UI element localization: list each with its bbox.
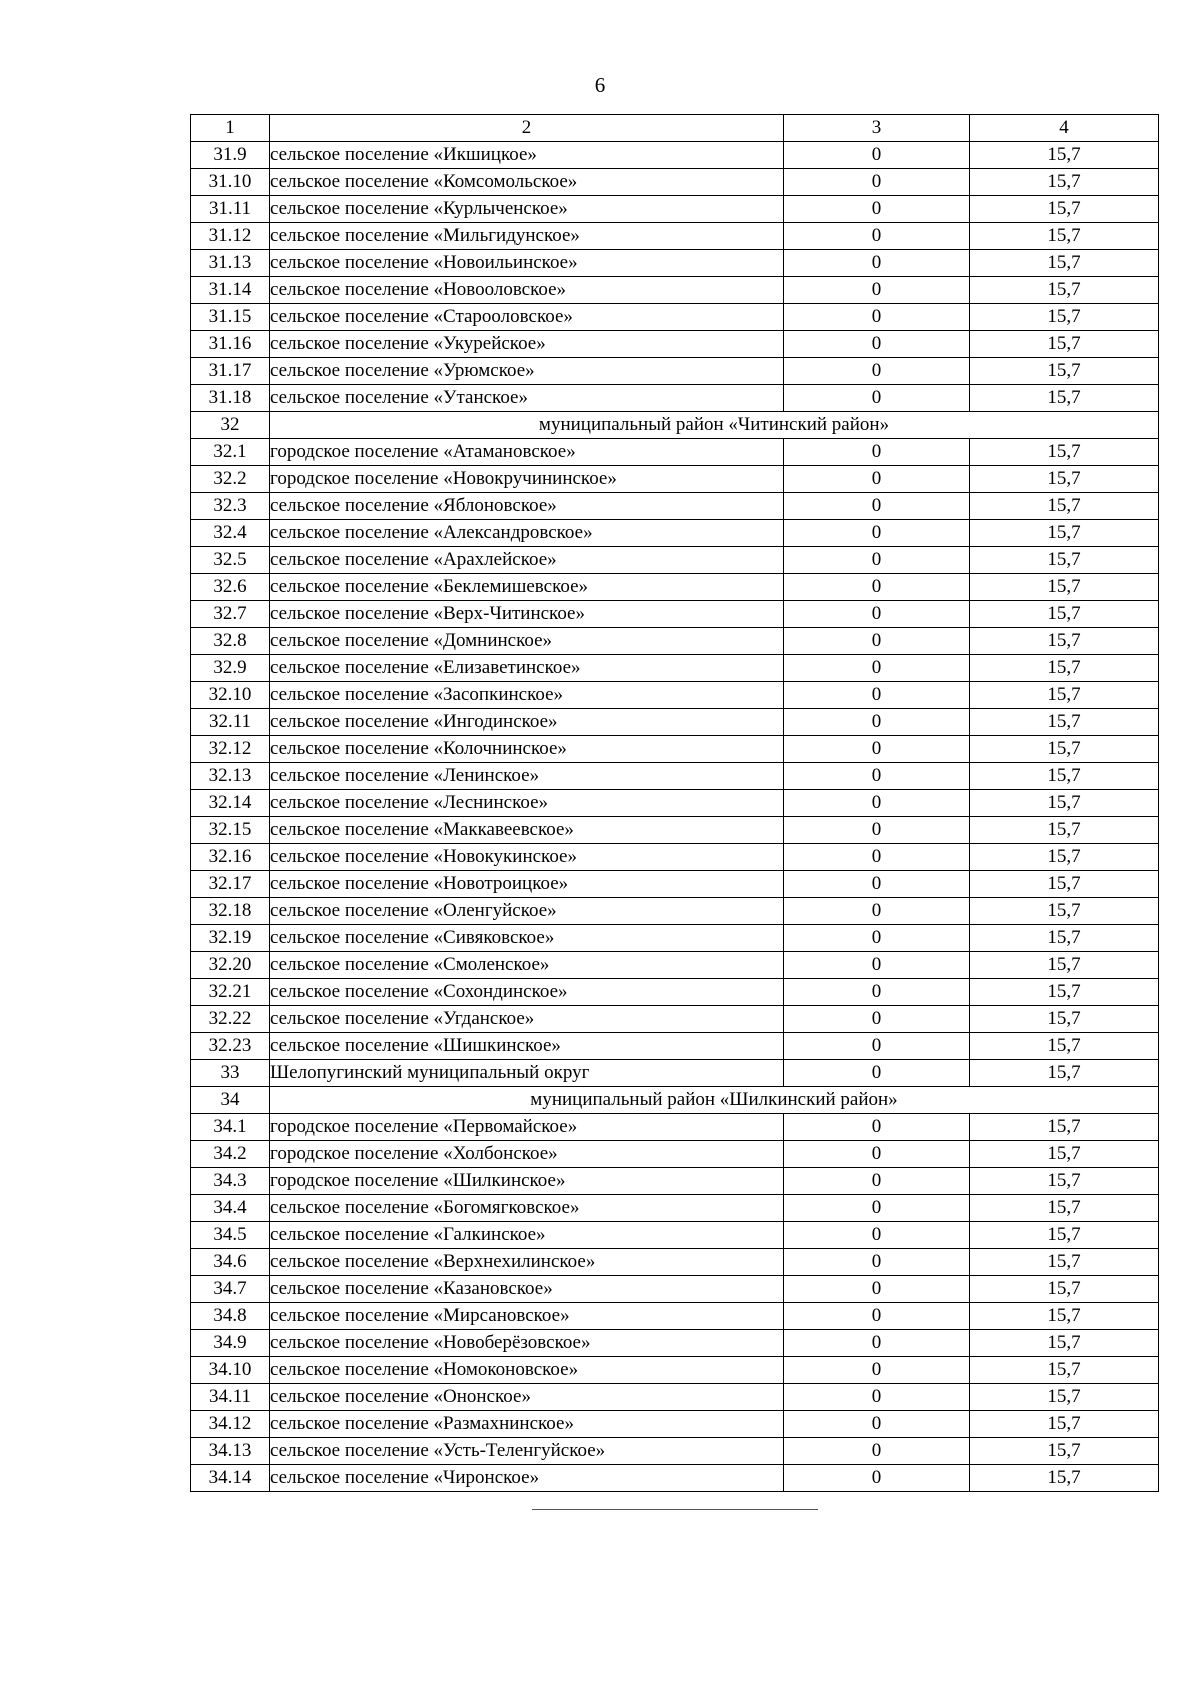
row-number: 31.9 bbox=[191, 142, 270, 169]
row-number: 34.5 bbox=[191, 1222, 270, 1249]
column-3-value: 0 bbox=[784, 574, 970, 601]
settlement-name: сельское поселение «Утанское» bbox=[270, 385, 784, 412]
column-3-value: 0 bbox=[784, 1168, 970, 1195]
column-3-value: 0 bbox=[784, 1465, 970, 1492]
row-number: 32.20 bbox=[191, 952, 270, 979]
table-row bbox=[191, 871, 1159, 898]
table-row bbox=[191, 1384, 1159, 1411]
row-number: 34.7 bbox=[191, 1276, 270, 1303]
column-3-value: 0 bbox=[784, 439, 970, 466]
column-3-value: 0 bbox=[784, 1303, 970, 1330]
row-number: 32 bbox=[191, 412, 270, 439]
settlement-name: сельское поселение «Чиронское» bbox=[270, 1465, 784, 1492]
settlement-name: городское поселение «Атамановское» bbox=[270, 439, 784, 466]
row-number: 32.18 bbox=[191, 898, 270, 925]
settlement-name: сельское поселение «Александровское» bbox=[270, 520, 784, 547]
column-4-value: 15,7 bbox=[970, 871, 1159, 898]
table-row bbox=[191, 736, 1159, 763]
row-number: 34.6 bbox=[191, 1249, 270, 1276]
settlement-name: сельское поселение «Маккавеевское» bbox=[270, 817, 784, 844]
row-number: 32.1 bbox=[191, 439, 270, 466]
column-4-value: 15,7 bbox=[970, 1168, 1159, 1195]
settlement-name: сельское поселение «Шишкинское» bbox=[270, 1033, 784, 1060]
column-4-value: 15,7 bbox=[970, 628, 1159, 655]
row-number: 34.12 bbox=[191, 1411, 270, 1438]
settlement-name: сельское поселение «Урюмское» bbox=[270, 358, 784, 385]
group-row bbox=[191, 1087, 1159, 1114]
column-3-value: 0 bbox=[784, 709, 970, 736]
row-number: 34.13 bbox=[191, 1438, 270, 1465]
row-number: 31.15 bbox=[191, 304, 270, 331]
row-number: 32.8 bbox=[191, 628, 270, 655]
table-row bbox=[191, 1276, 1159, 1303]
table-row bbox=[191, 1033, 1159, 1060]
table-row bbox=[191, 142, 1159, 169]
row-number: 32.9 bbox=[191, 655, 270, 682]
column-3-value: 0 bbox=[784, 1438, 970, 1465]
column-4-value: 15,7 bbox=[970, 520, 1159, 547]
settlement-name: сельское поселение «Домнинское» bbox=[270, 628, 784, 655]
settlement-name: сельское поселение «Новокукинское» bbox=[270, 844, 784, 871]
column-4-value: 15,7 bbox=[970, 439, 1159, 466]
settlement-name: сельское поселение «Ингодинское» bbox=[270, 709, 784, 736]
table-row bbox=[191, 169, 1159, 196]
column-3-value: 0 bbox=[784, 466, 970, 493]
row-number: 31.18 bbox=[191, 385, 270, 412]
table-row bbox=[191, 304, 1159, 331]
settlement-name: сельское поселение «Укурейское» bbox=[270, 331, 784, 358]
column-4-value: 15,7 bbox=[970, 925, 1159, 952]
table-row bbox=[191, 979, 1159, 1006]
settlement-name: сельское поселение «Новоберёзовское» bbox=[270, 1330, 784, 1357]
row-number: 34.8 bbox=[191, 1303, 270, 1330]
row-number: 32.21 bbox=[191, 979, 270, 1006]
table-row bbox=[191, 1168, 1159, 1195]
column-4-value: 15,7 bbox=[970, 1357, 1159, 1384]
row-number: 32.12 bbox=[191, 736, 270, 763]
table-row bbox=[191, 277, 1159, 304]
row-number: 32.13 bbox=[191, 763, 270, 790]
column-4-value: 15,7 bbox=[970, 790, 1159, 817]
column-3-value: 0 bbox=[784, 817, 970, 844]
table-row bbox=[191, 223, 1159, 250]
row-number: 32.14 bbox=[191, 790, 270, 817]
row-number: 32.5 bbox=[191, 547, 270, 574]
table-row bbox=[191, 844, 1159, 871]
column-3-value: 0 bbox=[784, 358, 970, 385]
row-number: 31.14 bbox=[191, 277, 270, 304]
column-4-value: 15,7 bbox=[970, 493, 1159, 520]
column-3-value: 0 bbox=[784, 979, 970, 1006]
column-4-value: 15,7 bbox=[970, 655, 1159, 682]
settlement-name: сельское поселение «Казановское» bbox=[270, 1276, 784, 1303]
settlement-name: сельское поселение «Новооловское» bbox=[270, 277, 784, 304]
column-3-value: 0 bbox=[784, 1276, 970, 1303]
settlement-name: сельское поселение «Верхнехилинское» bbox=[270, 1249, 784, 1276]
row-number: 31.17 bbox=[191, 358, 270, 385]
settlement-name: сельское поселение «Угданское» bbox=[270, 1006, 784, 1033]
column-4-value: 15,7 bbox=[970, 979, 1159, 1006]
row-number: 34.1 bbox=[191, 1114, 270, 1141]
row-number: 31.10 bbox=[191, 169, 270, 196]
settlement-name: сельское поселение «Размахнинское» bbox=[270, 1411, 784, 1438]
row-number: 34.3 bbox=[191, 1168, 270, 1195]
column-4-value: 15,7 bbox=[970, 682, 1159, 709]
table-row bbox=[191, 493, 1159, 520]
row-number: 34.9 bbox=[191, 1330, 270, 1357]
table-row bbox=[191, 952, 1159, 979]
header-cell-4: 4 bbox=[970, 115, 1159, 142]
column-3-value: 0 bbox=[784, 1195, 970, 1222]
column-3-value: 0 bbox=[784, 385, 970, 412]
table-row bbox=[191, 1195, 1159, 1222]
column-4-value: 15,7 bbox=[970, 1249, 1159, 1276]
table-row bbox=[191, 817, 1159, 844]
table-row bbox=[191, 1006, 1159, 1033]
row-number: 32.15 bbox=[191, 817, 270, 844]
settlement-name: городское поселение «Холбонское» bbox=[270, 1141, 784, 1168]
table-row bbox=[191, 547, 1159, 574]
column-3-value: 0 bbox=[784, 1249, 970, 1276]
column-3-value: 0 bbox=[784, 601, 970, 628]
column-3-value: 0 bbox=[784, 628, 970, 655]
row-number: 32.11 bbox=[191, 709, 270, 736]
column-4-value: 15,7 bbox=[970, 601, 1159, 628]
table-row bbox=[191, 763, 1159, 790]
table-row bbox=[191, 790, 1159, 817]
settlement-name: сельское поселение «Курлыченское» bbox=[270, 196, 784, 223]
column-4-value: 15,7 bbox=[970, 1384, 1159, 1411]
settlement-name: сельское поселение «Беклемишевское» bbox=[270, 574, 784, 601]
column-3-value: 0 bbox=[784, 331, 970, 358]
column-4-value: 15,7 bbox=[970, 250, 1159, 277]
column-3-value: 0 bbox=[784, 790, 970, 817]
row-number: 32.16 bbox=[191, 844, 270, 871]
table-row bbox=[191, 898, 1159, 925]
column-4-value: 15,7 bbox=[970, 1222, 1159, 1249]
settlement-name: сельское поселение «Сивяковское» bbox=[270, 925, 784, 952]
column-3-value: 0 bbox=[784, 223, 970, 250]
table-row bbox=[191, 1303, 1159, 1330]
column-4-value: 15,7 bbox=[970, 1006, 1159, 1033]
settlement-name: сельское поселение «Старооловское» bbox=[270, 304, 784, 331]
row-number: 32.19 bbox=[191, 925, 270, 952]
column-4-value: 15,7 bbox=[970, 1438, 1159, 1465]
table-row bbox=[191, 709, 1159, 736]
row-number: 34.10 bbox=[191, 1357, 270, 1384]
settlement-name: сельское поселение «Номоконовское» bbox=[270, 1357, 784, 1384]
settlement-name: сельское поселение «Яблоновское» bbox=[270, 493, 784, 520]
row-number: 31.16 bbox=[191, 331, 270, 358]
row-number: 32.2 bbox=[191, 466, 270, 493]
page-number: 6 bbox=[594, 73, 606, 97]
row-number: 33 bbox=[191, 1060, 270, 1087]
settlement-name: сельское поселение «Новоильинское» bbox=[270, 250, 784, 277]
column-4-value: 15,7 bbox=[970, 1114, 1159, 1141]
column-4-value: 15,7 bbox=[970, 196, 1159, 223]
table-row bbox=[191, 466, 1159, 493]
settlement-name: сельское поселение «Мирсановское» bbox=[270, 1303, 784, 1330]
column-4-value: 15,7 bbox=[970, 817, 1159, 844]
settlement-name: городское поселение «Первомайское» bbox=[270, 1114, 784, 1141]
column-4-value: 15,7 bbox=[970, 1303, 1159, 1330]
settlement-name: сельское поселение «Галкинское» bbox=[270, 1222, 784, 1249]
column-4-value: 15,7 bbox=[970, 952, 1159, 979]
settlement-name: сельское поселение «Сохондинское» bbox=[270, 979, 784, 1006]
settlement-name: сельское поселение «Елизаветинское» bbox=[270, 655, 784, 682]
table-row bbox=[191, 1465, 1159, 1492]
column-4-value: 15,7 bbox=[970, 574, 1159, 601]
column-3-value: 0 bbox=[784, 844, 970, 871]
settlement-name: сельское поселение «Комсомольское» bbox=[270, 169, 784, 196]
settlement-name: сельское поселение «Ононское» bbox=[270, 1384, 784, 1411]
column-4-value: 15,7 bbox=[970, 1276, 1159, 1303]
column-3-value: 0 bbox=[784, 1114, 970, 1141]
settlement-name: городское поселение «Новокручининское» bbox=[270, 466, 784, 493]
column-4-value: 15,7 bbox=[970, 1033, 1159, 1060]
row-number: 32.22 bbox=[191, 1006, 270, 1033]
table-row bbox=[191, 520, 1159, 547]
row-number: 31.12 bbox=[191, 223, 270, 250]
column-4-value: 15,7 bbox=[970, 1195, 1159, 1222]
column-3-value: 0 bbox=[784, 925, 970, 952]
row-number: 32.10 bbox=[191, 682, 270, 709]
separator-line bbox=[532, 1509, 818, 1510]
column-4-value: 15,7 bbox=[970, 385, 1159, 412]
column-4-value: 15,7 bbox=[970, 1060, 1159, 1087]
row-number: 32.3 bbox=[191, 493, 270, 520]
column-3-value: 0 bbox=[784, 736, 970, 763]
table-row bbox=[191, 196, 1159, 223]
table-row bbox=[191, 1411, 1159, 1438]
table-row bbox=[191, 250, 1159, 277]
row-number: 34 bbox=[191, 1087, 270, 1114]
column-4-value: 15,7 bbox=[970, 142, 1159, 169]
row-number: 34.2 bbox=[191, 1141, 270, 1168]
column-4-value: 15,7 bbox=[970, 709, 1159, 736]
column-3-value: 0 bbox=[784, 196, 970, 223]
settlement-name: сельское поселение «Оленгуйское» bbox=[270, 898, 784, 925]
settlement-name: сельское поселение «Мильгидунское» bbox=[270, 223, 784, 250]
column-3-value: 0 bbox=[784, 169, 970, 196]
row-number: 32.6 bbox=[191, 574, 270, 601]
column-3-value: 0 bbox=[784, 1033, 970, 1060]
column-4-value: 15,7 bbox=[970, 763, 1159, 790]
settlement-name: сельское поселение «Ленинское» bbox=[270, 763, 784, 790]
column-4-value: 15,7 bbox=[970, 277, 1159, 304]
settlement-name: сельское поселение «Богомягковское» bbox=[270, 1195, 784, 1222]
column-3-value: 0 bbox=[784, 1330, 970, 1357]
table-row bbox=[191, 1114, 1159, 1141]
table-row bbox=[191, 574, 1159, 601]
column-4-value: 15,7 bbox=[970, 844, 1159, 871]
group-title: муниципальный район «Шилкинский район» bbox=[270, 1087, 1159, 1114]
settlement-name: сельское поселение «Усть-Теленгуйское» bbox=[270, 1438, 784, 1465]
column-4-value: 15,7 bbox=[970, 1465, 1159, 1492]
row-number: 32.17 bbox=[191, 871, 270, 898]
column-3-value: 0 bbox=[784, 871, 970, 898]
table-row bbox=[191, 601, 1159, 628]
table-row bbox=[191, 358, 1159, 385]
table-row bbox=[191, 1357, 1159, 1384]
row-number: 32.4 bbox=[191, 520, 270, 547]
group-row bbox=[191, 412, 1159, 439]
column-3-value: 0 bbox=[784, 304, 970, 331]
column-3-value: 0 bbox=[784, 142, 970, 169]
column-4-value: 15,7 bbox=[970, 358, 1159, 385]
column-4-value: 15,7 bbox=[970, 169, 1159, 196]
column-3-value: 0 bbox=[784, 277, 970, 304]
column-4-value: 15,7 bbox=[970, 1411, 1159, 1438]
table-row bbox=[191, 1141, 1159, 1168]
column-3-value: 0 bbox=[784, 655, 970, 682]
row-number: 31.13 bbox=[191, 250, 270, 277]
settlement-name: сельское поселение «Смоленское» bbox=[270, 952, 784, 979]
settlement-name: сельское поселение «Арахлейское» bbox=[270, 547, 784, 574]
settlement-name: сельское поселение «Засопкинское» bbox=[270, 682, 784, 709]
settlement-name: сельское поселение «Верх-Читинское» bbox=[270, 601, 784, 628]
row-number: 32.7 bbox=[191, 601, 270, 628]
settlement-name: сельское поселение «Леснинское» bbox=[270, 790, 784, 817]
column-3-value: 0 bbox=[784, 682, 970, 709]
header-cell-2: 2 bbox=[270, 115, 784, 142]
table-row bbox=[191, 628, 1159, 655]
column-3-value: 0 bbox=[784, 1141, 970, 1168]
column-4-value: 15,7 bbox=[970, 1141, 1159, 1168]
column-3-value: 0 bbox=[784, 1357, 970, 1384]
column-4-value: 15,7 bbox=[970, 223, 1159, 250]
column-4-value: 15,7 bbox=[970, 331, 1159, 358]
column-3-value: 0 bbox=[784, 898, 970, 925]
column-4-value: 15,7 bbox=[970, 547, 1159, 574]
table-row bbox=[191, 439, 1159, 466]
column-3-value: 0 bbox=[784, 1411, 970, 1438]
table-row bbox=[191, 682, 1159, 709]
settlement-name: сельское поселение «Икшицкое» bbox=[270, 142, 784, 169]
row-number: 34.14 bbox=[191, 1465, 270, 1492]
column-4-value: 15,7 bbox=[970, 1330, 1159, 1357]
table-row bbox=[191, 1222, 1159, 1249]
column-3-value: 0 bbox=[784, 250, 970, 277]
column-3-value: 0 bbox=[784, 520, 970, 547]
column-4-value: 15,7 bbox=[970, 304, 1159, 331]
row-number: 34.11 bbox=[191, 1384, 270, 1411]
table-row bbox=[191, 925, 1159, 952]
settlement-name: сельское поселение «Колочнинское» bbox=[270, 736, 784, 763]
table-row bbox=[191, 1438, 1159, 1465]
column-4-value: 15,7 bbox=[970, 466, 1159, 493]
table-row bbox=[191, 331, 1159, 358]
row-number: 31.11 bbox=[191, 196, 270, 223]
column-3-value: 0 bbox=[784, 547, 970, 574]
column-3-value: 0 bbox=[784, 1384, 970, 1411]
column-3-value: 0 bbox=[784, 1060, 970, 1087]
header-cell-3: 3 bbox=[784, 115, 970, 142]
column-3-value: 0 bbox=[784, 1222, 970, 1249]
column-4-value: 15,7 bbox=[970, 898, 1159, 925]
table-row bbox=[191, 1330, 1159, 1357]
table-row bbox=[191, 1249, 1159, 1276]
table-header-row bbox=[191, 115, 1159, 142]
column-4-value: 15,7 bbox=[970, 736, 1159, 763]
header-cell-1: 1 bbox=[191, 115, 270, 142]
settlements-table bbox=[190, 114, 1159, 1492]
row-number: 32.23 bbox=[191, 1033, 270, 1060]
row-number: 34.4 bbox=[191, 1195, 270, 1222]
table-row bbox=[191, 385, 1159, 412]
column-3-value: 0 bbox=[784, 952, 970, 979]
settlement-name: сельское поселение «Новотроицкое» bbox=[270, 871, 784, 898]
group-title: муниципальный район «Читинский район» bbox=[270, 412, 1159, 439]
table-row bbox=[191, 655, 1159, 682]
column-3-value: 0 bbox=[784, 493, 970, 520]
settlement-name: Шелопугинский муниципальный округ bbox=[270, 1060, 784, 1087]
settlement-name: городское поселение «Шилкинское» bbox=[270, 1168, 784, 1195]
table-row bbox=[191, 1060, 1159, 1087]
column-3-value: 0 bbox=[784, 1006, 970, 1033]
column-3-value: 0 bbox=[784, 763, 970, 790]
